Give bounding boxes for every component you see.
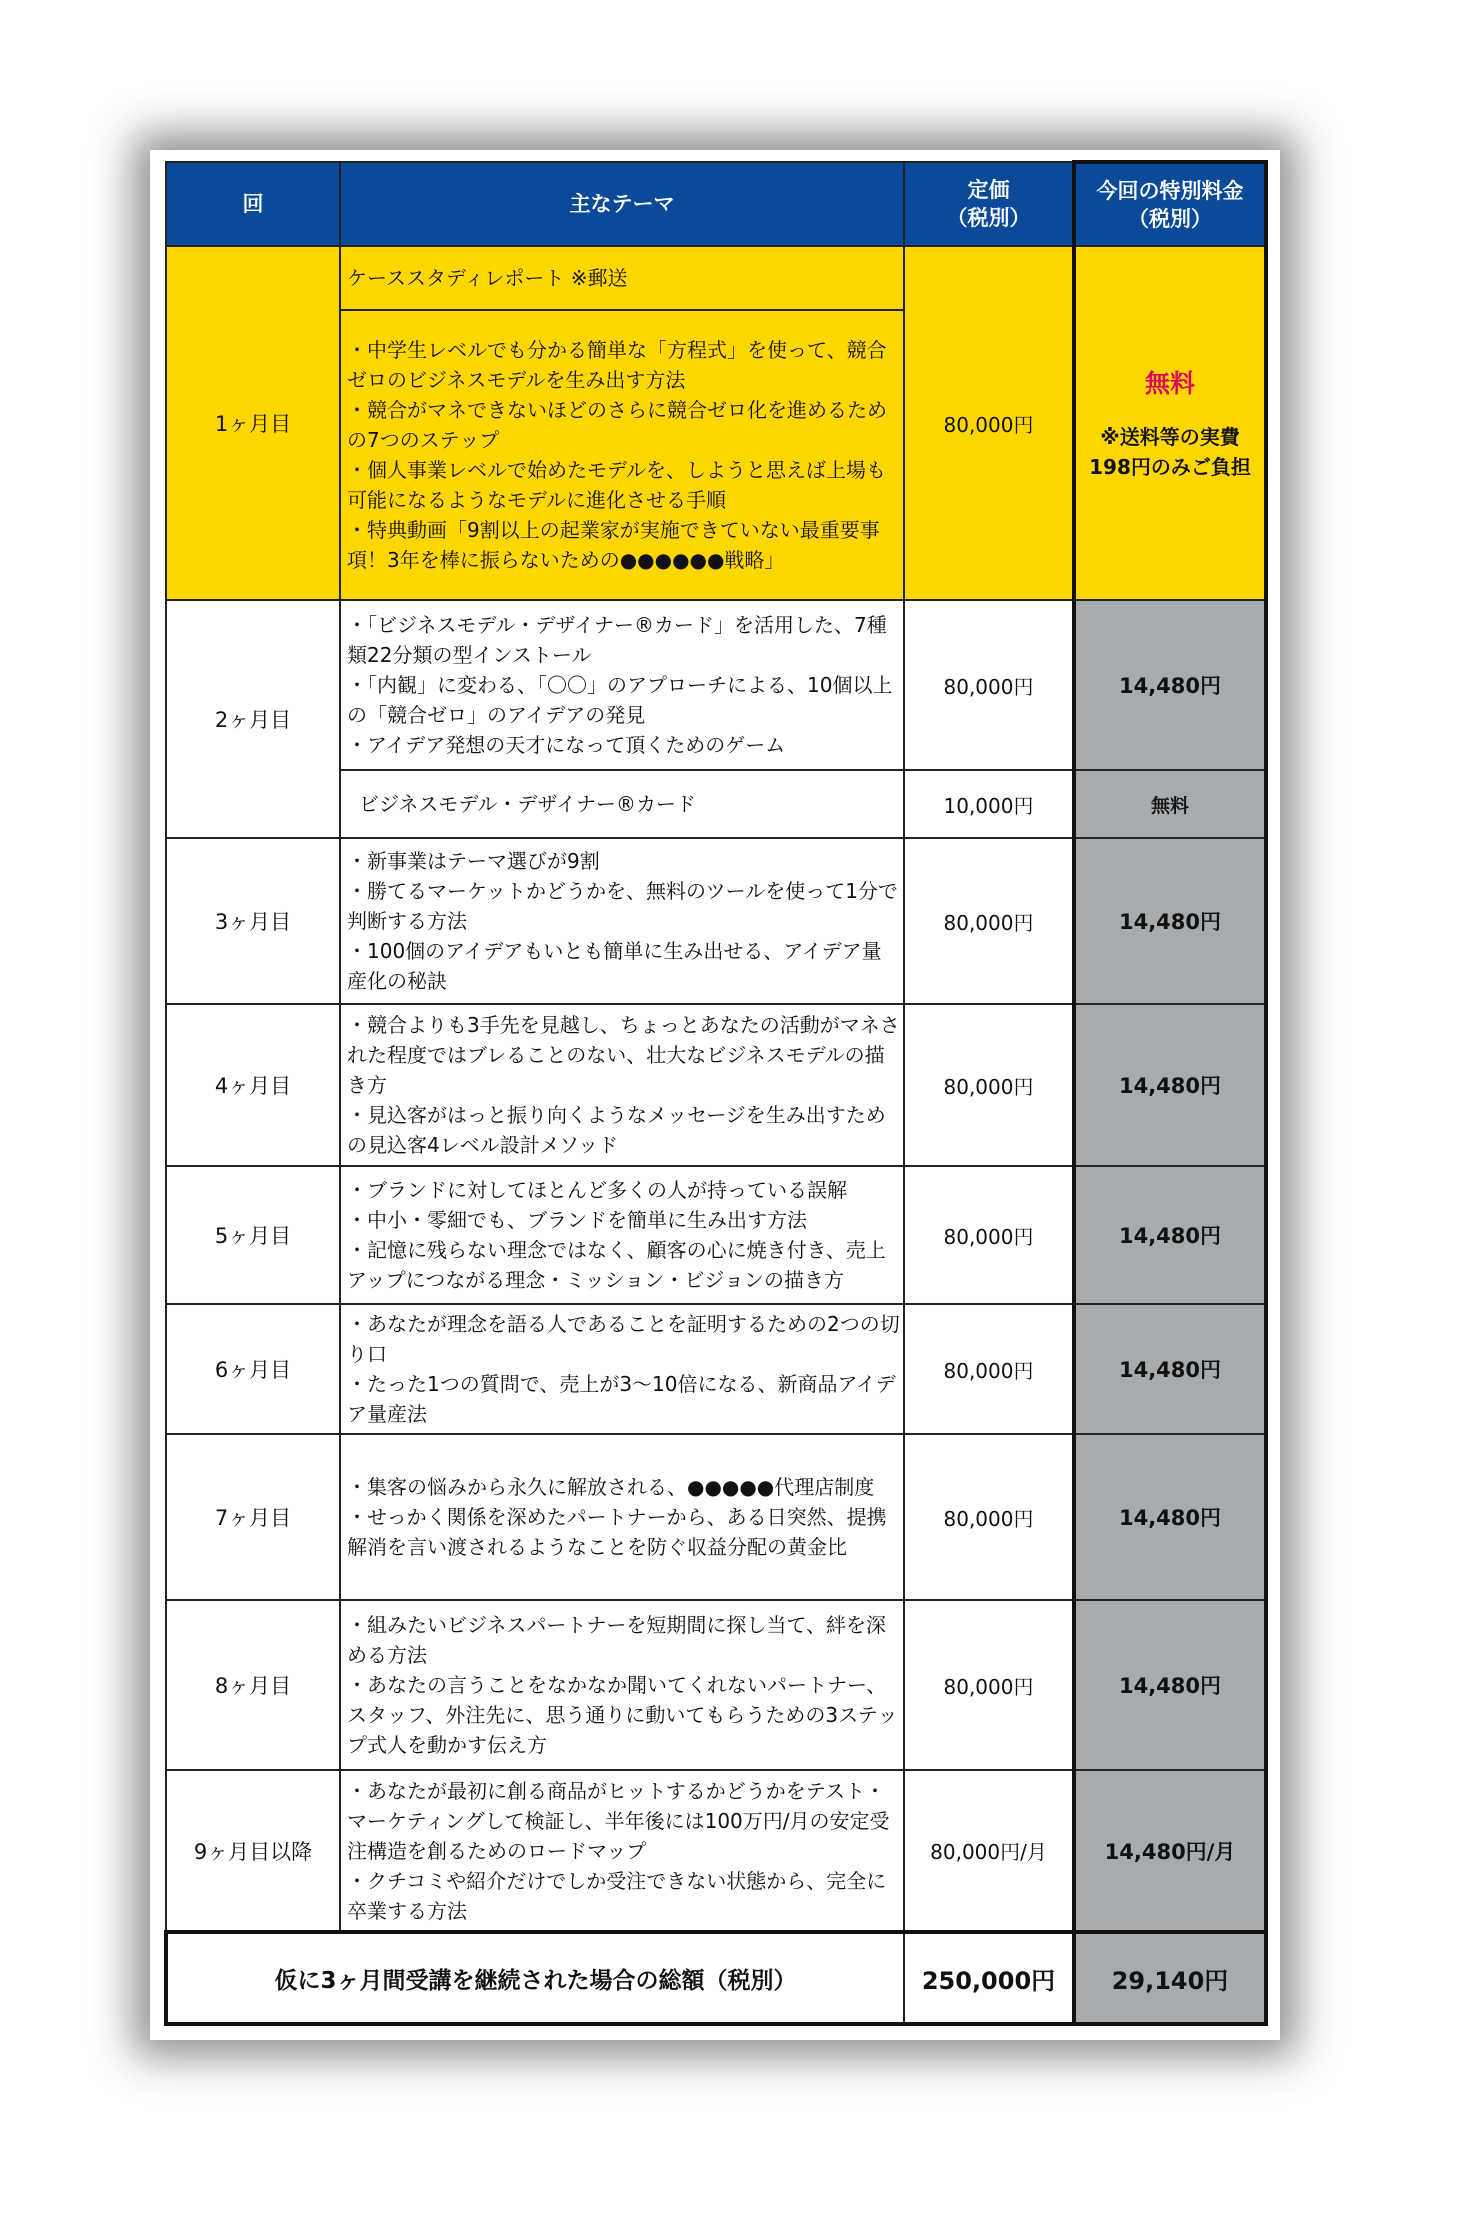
header-special: 今回の特別料金 （税別） — [1074, 162, 1266, 246]
price-cell: 10,000円 — [904, 770, 1074, 838]
pricing-table — [164, 160, 1268, 2026]
special-cell: 14,480円 — [1074, 1600, 1266, 1770]
theme-cell: ・あなたが最初に創る商品がヒットするかどうかをテスト・マーケティングして検証し、半年後には100万円/月の安定受注構造を創るためのロードマップ ・クチコミや紹介だけでしか受注できない状態から、完全に卒業する方法 — [340, 1770, 904, 1932]
header-price: 定価 （税別） — [904, 162, 1074, 246]
theme-cell: ・ブランドに対してほとんど多くの人が持っている誤解 ・中小・零細でも、ブランドを簡単に生み出す方法 ・記憶に残らない理念ではなく、顧客の心に焼き付き、売上アップにつながる理念・ミッション・ビジョンの描き方 — [340, 1166, 904, 1304]
table-row — [166, 1304, 1266, 1434]
special-cell: 14,480円/月 — [1074, 1770, 1266, 1932]
special-cell: 14,480円 — [1074, 1166, 1266, 1304]
round-cell: 3ヶ月目 — [166, 838, 340, 1004]
special-cell: 14,480円 — [1074, 1304, 1266, 1434]
table-row — [166, 1600, 1266, 1770]
special-cell: 14,480円 — [1074, 838, 1266, 1004]
round-cell: 1ヶ月目 — [166, 246, 340, 600]
special-cell: 14,480円 — [1074, 1434, 1266, 1600]
price-cell: 80,000円 — [904, 600, 1074, 770]
round-cell: 9ヶ月目以降 — [166, 1770, 340, 1932]
round-cell: 5ヶ月目 — [166, 1166, 340, 1304]
free-label: 無料 — [1144, 369, 1195, 398]
price-cell: 80,000円 — [904, 1304, 1074, 1434]
theme-cell: ・新事業はテーマ選びが9割 ・勝てるマーケットかどうかを、無料のツールを使って1分で判断する方法 ・100個のアイデアもいとも簡単に生み出せる、アイデア量産化の秘訣 — [340, 838, 904, 1004]
total-price: 250,000円 — [904, 1932, 1074, 2024]
price-cell: 80,000円 — [904, 1166, 1074, 1304]
theme-cell: ・中学生レベルでも分かる簡単な「方程式」を使って、競合ゼロのビジネスモデルを生み出す方法 ・競合がマネできないほどのさらに競合ゼロ化を進めるための7つのステップ ・個人事業レベルで始めたモデルを、しようと思えば上場も可能になるようなモデルに進化させる手順 ・特典動画「9割以上の起業家が実施できていない最重要事項！3年を棒に振らないための●●●●●●戦略」 — [340, 310, 904, 600]
header-theme: 主なテーマ — [340, 162, 904, 246]
theme-cell: ・競合よりも3手先を見越し、ちょっとあなたの活動がマネされた程度ではブレることのない、壮大なビジネスモデルの描き方 ・見込客がはっと振り向くようなメッセージを生み出すための見込客4レベル設計メソッド — [340, 1004, 904, 1166]
table-row — [166, 246, 1266, 310]
total-row — [166, 1932, 1266, 2024]
theme-cell: ・組みたいビジネスパートナーを短期間に探し当て、絆を深める方法 ・あなたの言うことをなかなか聞いてくれないパートナー、スタッフ、外注先に、思う通りに動いてもらうための3ステップ式人を動かす伝え方 — [340, 1600, 904, 1770]
special-cell — [1074, 246, 1266, 600]
price-cell: 80,000円 — [904, 1600, 1074, 1770]
shipping-note: ※送料等の実費 198円のみご負担 — [1089, 425, 1251, 479]
special-cell: 14,480円 — [1074, 1004, 1266, 1166]
price-cell: 80,000円 — [904, 1434, 1074, 1600]
card-theme-cell: ビジネスモデル・デザイナー®カード — [340, 770, 904, 838]
special-cell: 無料 — [1074, 770, 1266, 838]
special-cell: 14,480円 — [1074, 600, 1266, 770]
table-row — [166, 838, 1266, 1004]
total-special: 29,140円 — [1074, 1932, 1266, 2024]
round-cell: 6ヶ月目 — [166, 1304, 340, 1434]
table-row — [166, 1004, 1266, 1166]
theme-cell: ・あなたが理念を語る人であることを証明するための2つの切り口 ・たった1つの質問で、売上が3〜10倍になる、新商品アイデア量産法 — [340, 1304, 904, 1434]
table-row — [166, 1166, 1266, 1304]
theme-cell: ・集客の悩みから永久に解放される、●●●●●代理店制度 ・せっかく関係を深めたパートナーから、ある日突然、提携解消を言い渡されるようなことを防ぐ収益分配の黄金比 — [340, 1434, 904, 1600]
round-cell: 4ヶ月目 — [166, 1004, 340, 1166]
header-round: 回 — [166, 162, 340, 246]
table-row — [166, 1434, 1266, 1600]
total-label: 仮に3ヶ月間受講を継続された場合の総額（税別） — [166, 1932, 904, 2024]
theme-cell: ・「ビジネスモデル・デザイナー®カード」を活用した、7種類22分類の型インストール ・「内観」に変わる、「〇〇」のアプローチによる、10個以上の「競合ゼロ」のアイデアの発見 ・アイデア発想の天才になって頂くためのゲーム — [340, 600, 904, 770]
round-cell: 8ヶ月目 — [166, 1600, 340, 1770]
header-row — [166, 162, 1266, 246]
price-cell: 80,000円 — [904, 1004, 1074, 1166]
table-row — [166, 1770, 1266, 1932]
price-cell: 80,000円 — [904, 246, 1074, 600]
theme-title-cell: ケーススタディレポート ※郵送 — [340, 246, 904, 310]
table-row — [166, 600, 1266, 770]
round-cell: 7ヶ月目 — [166, 1434, 340, 1600]
round-cell: 2ヶ月目 — [166, 600, 340, 838]
price-cell: 80,000円 — [904, 838, 1074, 1004]
price-cell: 80,000円/月 — [904, 1770, 1074, 1932]
